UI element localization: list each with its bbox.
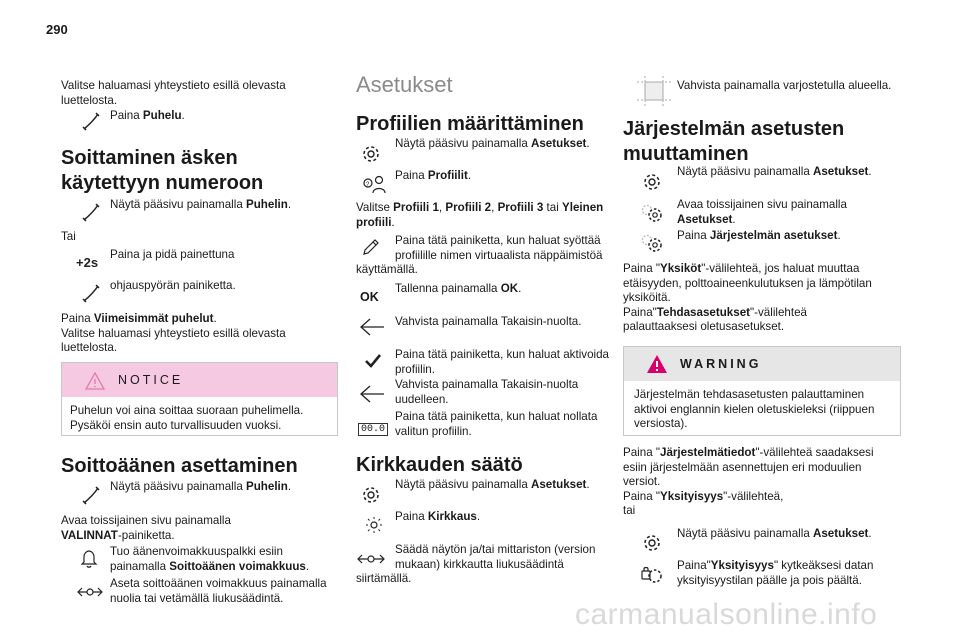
brightness-icon [358, 514, 386, 536]
step-phone-2: Näytä pääsivu painamalla Puhelin. [110, 480, 292, 493]
slider-arrows-icon [76, 581, 104, 603]
svg-text:+2s: +2s [76, 255, 99, 270]
step-settings-2: Näytä pääsivu painamalla Asetukset. [395, 478, 590, 491]
reset-icon: 00.0 [358, 421, 388, 438]
heading-system-2: muuttaminen [623, 143, 749, 165]
gears-icon [639, 202, 665, 224]
step-back: Vahvista painamalla Takaisin-nuolta. [395, 315, 582, 328]
checkmark-icon [362, 350, 384, 372]
shaded-area-icon [637, 76, 671, 106]
bell-volume-icon [78, 547, 100, 569]
step-keyboard-cont: käyttämällä. [356, 263, 418, 276]
step-system-config: Paina Järjestelmän asetukset. [677, 229, 841, 242]
step-reset: Paina tätä painiketta, kun haluat nollata valitun profiilin. [395, 410, 598, 438]
handset-icon [80, 282, 102, 304]
notice-body: Puhelun voi aina soittaa suoraan puhelimella. Pysäköi ensin auto turvallisuuden vuoksi. [70, 404, 304, 432]
warning-triangle-icon [84, 370, 106, 392]
step-settings: Näytä pääsivu painamalla Asetukset. [395, 137, 590, 150]
watermark: carmanualsonline.info [575, 598, 878, 631]
gear-icon [641, 171, 663, 193]
notice-title: NOTICE [118, 373, 184, 387]
handset-icon [80, 484, 102, 506]
step-settings-2: Näytä pääsivu painamalla Asetukset. [677, 527, 872, 540]
intro-paragraph: Valitse haluamasi yhteystieto esillä olevasta luettelosta. [61, 79, 286, 107]
step-brightness: Paina Kirkkaus. [395, 510, 481, 523]
warning-triangle-icon [646, 353, 668, 375]
step-volume: Tuo äänenvoimakkuuspalkki esiin painamalla Soittoäänen voimakkuus. [110, 545, 310, 573]
select-profile-paragraph: Valitse Profiili 1, Profiili 2, Profiili 3 tai Yleinen profiili. [356, 201, 604, 229]
privacy-icon [639, 563, 665, 585]
step-ok: Tallenna painamalla OK. [395, 282, 522, 295]
two-seconds-icon [76, 251, 104, 273]
heading-brightness: Kirkkauden säätö [356, 454, 523, 476]
step-profiles: Paina Profiilit. [395, 169, 472, 182]
step-privacy: Paina"Yksityisyys" kytkeäksesi datan yksityisyystilan päälle ja pois päältä. [677, 559, 874, 587]
page-number: 290 [46, 22, 68, 37]
heading-redial: Soittaminen äsken käytettyyn numeroon [61, 147, 264, 194]
step-wheel: ohjauspyörän painiketta. [110, 279, 236, 292]
options-paragraph: Avaa toissijainen sivu painamalla VALINNAT-painiketta. [61, 514, 231, 542]
gear-icon [641, 532, 663, 554]
notice-box [61, 362, 338, 436]
step-shaded: Vahvista painamalla varjostetulla alueella. [677, 79, 892, 92]
pencil-icon [360, 236, 382, 258]
step-phone: Näytä pääsivu painamalla Puhelin. [110, 198, 292, 211]
gear-icon [360, 484, 382, 506]
step-hold: Paina ja pidä painettuna [110, 248, 235, 261]
svg-text:?: ? [366, 182, 370, 188]
step-secondary: Avaa toissijainen sivu painamalla Asetukset. [677, 198, 847, 226]
profiles-icon [358, 173, 388, 195]
recent-calls-paragraph: Paina Viimeisimmät puhelut. Valitse haluamasi yhteystieto esillä olevasta luettelosta. [61, 312, 286, 354]
heading-settings: Asetukset [356, 72, 453, 97]
units-paragraph: Paina "Yksiköt"-välilehteä, jos haluat muuttaa etäisyyden, polttoaineenkulutuksen ja lämpötilan yksiköitä. Paina"Tehdasasetukset"-välilehteä palauttaaksesi oletusasetukset. [623, 262, 872, 333]
system-info-paragraph: Paina "Järjestelmätiedot"-välilehteä saadaksesi esiin järjestelmään asennettujen eri moduulien versiot. Paina "Yksityisyys"-välilehteä, tai [623, 446, 874, 517]
handset-icon [80, 201, 102, 223]
warning-box [623, 346, 901, 436]
step-slider: Säädä näytön ja/tai mittariston (version mukaan) kirkkautta liukusäädintä [395, 543, 596, 571]
slider-arrows-icon [356, 548, 386, 570]
warning-title: WARNING [680, 357, 762, 371]
back-arrow-icon [358, 316, 386, 338]
warning-body: Järjestelmän tehdasasetusten palauttaminen aktivoi englannin kielen oletuskieleksi (riippuen versiosta). [634, 388, 875, 430]
step-activate: Paina tätä painiketta, kun haluat aktivoida profiilin. [395, 348, 609, 376]
gear-icon [360, 143, 382, 165]
back-arrow-icon [358, 383, 386, 405]
or-text: Tai [61, 230, 76, 243]
heading-system-1: Järjestelmän asetusten [623, 118, 845, 140]
step-settings: Näytä pääsivu painamalla Asetukset. [677, 165, 872, 178]
step-slider-cont: siirtämällä. [356, 572, 412, 585]
ok-icon: OK [360, 290, 379, 304]
step-call: Paina Puhelu. [110, 109, 185, 122]
step-adjust-volume: Aseta soittoäänen voimakkuus painamalla nuolia tai vetämällä liukusäädintä. [110, 577, 327, 605]
heading-ringtone: Soittoäänen asettaminen [61, 455, 298, 477]
step-keyboard: Paina tätä painiketta, kun haluat syöttää profiilille nimen virtuaalista näppäimistöä [395, 234, 603, 262]
step-back-2: Vahvista painamalla Takaisin-nuolta uudelleen. [395, 378, 579, 406]
gears-icon [639, 232, 665, 254]
handset-icon [80, 110, 102, 132]
heading-profiles: Profiilien määrittäminen [356, 113, 584, 135]
